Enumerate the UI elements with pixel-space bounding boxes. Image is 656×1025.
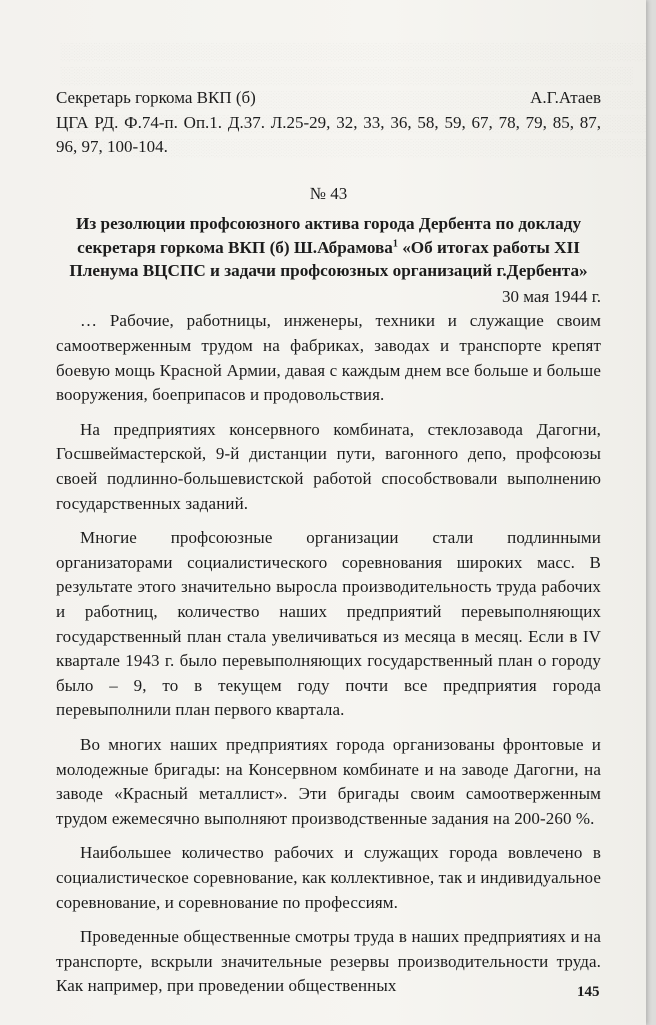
paragraph-1: … Рабочие, работницы, инженеры, техники и служащие своим самоотверженным трудом на фабриках, заводах и транспорте крепят боевую мощь Красной Армии, давая с каждым днем все больше и больше вооружения, боеприпасов и продовольствия. <box>56 311 601 405</box>
title-part-1: Из резолюции профсоюзного актива города Дербента по докладу секретаря горкома ВКП (б) Ш.Абрамова <box>75 214 582 257</box>
paragraph-2: На предприятиях консервного комбината, стеклозавода Дагогни, Госшвеймастерской, 9-й дистанции пути, вагонного депо, профсоюзы своей подлинно-большевистской работой способствовали выполнению государственных заданий. <box>56 419 601 513</box>
document-body <box>56 86 601 999</box>
footnote-mark: 1 <box>392 238 398 250</box>
document-number: № 43 <box>309 183 348 203</box>
title-part-2: «Об итогах работы XII Пленума ВЦСПС и задачи профсоюзных организаций г.Дербента» <box>69 237 588 281</box>
paragraph-3: Многие профсоюзные организации стали подлинными организаторами социалистического соревнования широких масс. В результате этого значительно выросла производительность труда рабочих и работниц, количество наших предприятий перевыполняющих государственный план стала увеличиваться из месяца в месяц. Если в IV квартале 1943 г. было перевыполняющих государственный план о городу было – 9, то в текущем году почти все предприятия города перевыполнили план первого квартала. <box>56 528 601 720</box>
signature-role: Секретарь горкома ВКП (б) <box>56 88 256 107</box>
paragraph-4: Во многих наших предприятиях города организованы фронтовые и молодежные бригады: на Консервном комбинате и на заводе Дагогни, на заводе «Красный металлист». Эти бригады своим самоотверженным трудом ежемесячно выполняют производственные задания на 200-260 %. <box>56 734 601 828</box>
paragraph-5: Наибольшее количество рабочих и служащих города вовлечено в социалистическое соревнование, как коллективное, так и индивидуальное соревнование, и соревнование по профессиям. <box>56 843 601 912</box>
document-date: 30 мая 1944 г. <box>501 286 601 306</box>
signature-line <box>56 86 601 111</box>
signature-name: А.Г.Атаев <box>530 88 601 107</box>
page-number: 145 <box>577 984 600 1000</box>
document-title <box>56 212 601 283</box>
paragraph-6: Проведенные общественные смотры труда в наших предприятиях и на транспорте, вскрыли значительные резервы производительности труда. Как например, при проведении общественных <box>56 927 601 996</box>
archive-reference: ЦГА РД. Ф.74-п. Оп.1. Д.37. Л.25-29, 32, 33, 36, 58, 59, 67, 78, 79, 85, 87, 96, 97, 100-104. <box>56 112 601 157</box>
